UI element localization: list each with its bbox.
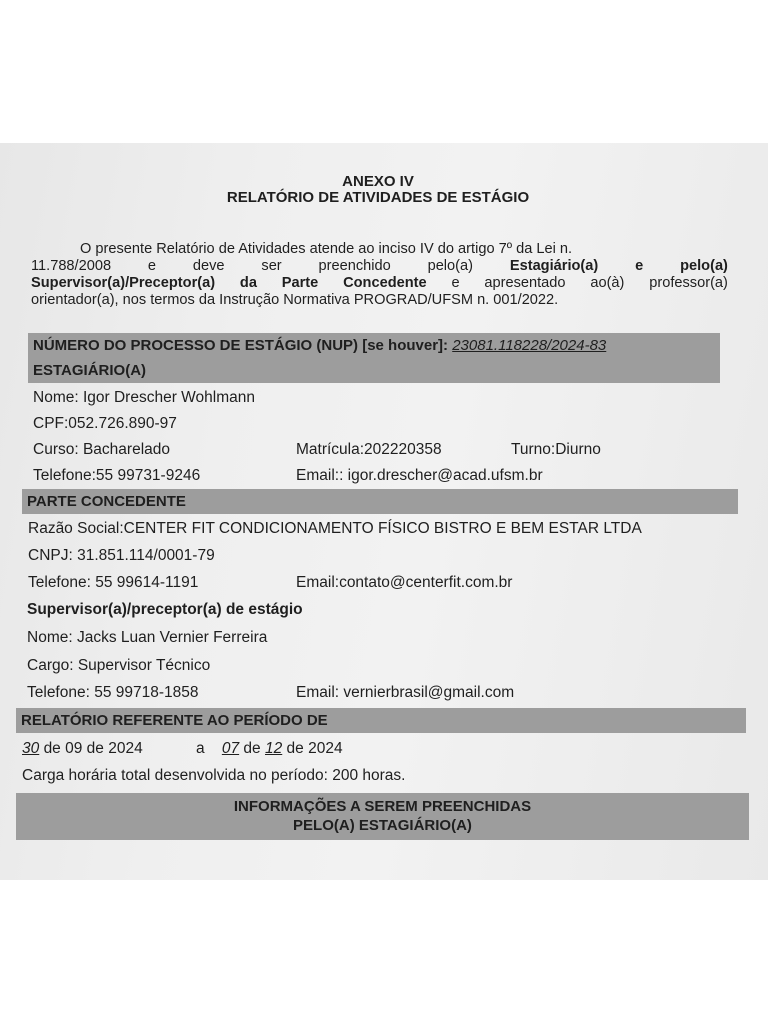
company-email: Email:contato@centerfit.com.br (296, 574, 513, 591)
workload-total: Carga horária total desenvolvida no período: 200 horas. (22, 767, 406, 784)
intro-line-2 (31, 258, 728, 274)
informacoes-line-2: PELO(A) ESTAGIÁRIO(A) (293, 817, 472, 834)
supervisor-email: Email: vernierbrasil@gmail.com (296, 684, 515, 701)
intern-cpf: CPF:052.726.890-97 (33, 415, 177, 432)
section-concedente: PARTE CONCEDENTE (22, 489, 738, 514)
intro-word: pelo(a) (680, 258, 728, 274)
period-separator: a (196, 740, 205, 757)
process-number-band (28, 333, 720, 358)
intern-registration: Matrícula:202220358 (296, 441, 442, 458)
period-end-de: de (243, 740, 261, 757)
company-name: Razão Social:CENTER FIT CONDICIONAMENTO FÍSICO BISTRO E BEM ESTAR LTDA (28, 520, 642, 537)
intro-word: 11.788/2008 (31, 258, 112, 274)
intern-course: Curso: Bacharelado (33, 441, 170, 458)
company-phone: Telefone: 55 99614-1191 (28, 574, 199, 591)
intro-line-4: orientador(a), nos termos da Instrução Normativa PROGRAD/UFSM n. 001/2022. (31, 292, 559, 308)
informacoes-line-1: INFORMAÇÕES A SEREM PREENCHIDAS (233, 798, 532, 815)
section-estagiario: ESTAGIÁRIO(A) (28, 358, 720, 383)
intro-word: ser (261, 258, 282, 274)
document-title: RELATÓRIO DE ATIVIDADES DE ESTÁGIO (226, 189, 530, 206)
period-end-day: 07 (221, 740, 240, 757)
document-page (0, 143, 768, 880)
intro-word: Estagiário(a) (509, 258, 599, 274)
process-number-value: 23081.118228/2024-83 (452, 337, 607, 354)
period-end-rest: de 2024 (286, 740, 343, 757)
period-end (196, 740, 343, 758)
period-end-month: 12 (264, 740, 283, 757)
supervisor-name: Nome: Jacks Luan Vernier Ferreira (27, 629, 268, 646)
intern-email: Email:: igor.drescher@acad.ufsm.br (296, 467, 543, 484)
process-number-label: NÚMERO DO PROCESSO DE ESTÁGIO (NUP) [se houver]: (33, 337, 449, 354)
intro-word: ao(à) (590, 275, 625, 291)
supervisor-phone: Telefone: 55 99718-1858 (27, 684, 199, 701)
intern-shift: Turno:Diurno (511, 441, 601, 458)
intro-word: apresentado (484, 275, 566, 291)
intro-text: O presente Relatório de Atividades atende ao inciso IV do artigo 7º da Lei n. (80, 241, 573, 257)
supervisor-heading: Supervisor(a)/preceptor(a) de estágio (27, 601, 303, 618)
intro-line-3 (31, 275, 728, 291)
annex-label: ANEXO IV (342, 173, 414, 190)
period-start-day: 30 (22, 740, 40, 757)
intro-word: Parte (281, 275, 319, 291)
company-cnpj: CNPJ: 31.851.114/0001-79 (28, 547, 215, 564)
intro-word: Supervisor(a)/Preceptor(a) (31, 275, 216, 291)
intro-word: pelo(a) (427, 258, 474, 274)
section-informacoes (16, 793, 749, 840)
intro-line-1 (80, 241, 728, 258)
period-start (22, 740, 143, 758)
intro-word: Concedente (343, 275, 427, 291)
section-periodo: RELATÓRIO REFERENTE AO PERÍODO DE (16, 708, 746, 733)
intro-word: deve (192, 258, 225, 274)
intro-word: e (147, 258, 157, 274)
supervisor-role: Cargo: Supervisor Técnico (27, 657, 211, 674)
intro-word: professor(a) (649, 275, 728, 291)
intro-word: da (239, 275, 257, 291)
intro-word: e (451, 275, 460, 291)
intern-name: Nome: Igor Drescher Wohlmann (33, 389, 255, 406)
intro-word: e (635, 258, 644, 274)
intro-word: preenchido (318, 258, 391, 274)
intern-phone: Telefone:55 99731-9246 (33, 467, 201, 484)
period-start-rest: de 09 de 2024 (43, 740, 143, 757)
